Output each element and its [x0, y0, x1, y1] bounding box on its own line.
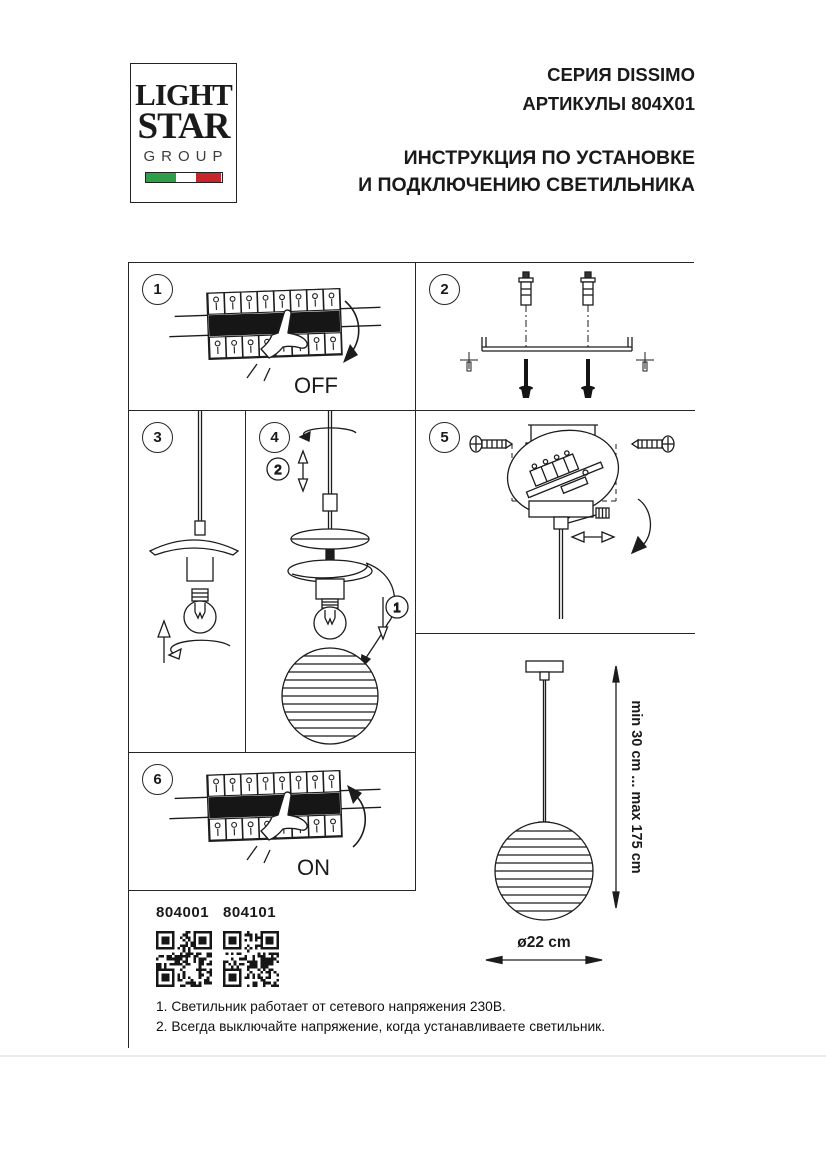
height-range-label: min 30 cm ... max 175 cm [628, 700, 644, 874]
screw-icon [470, 436, 512, 452]
step-4-badge [259, 422, 290, 453]
mounting-bracket-icon [482, 337, 632, 351]
logo-word-star: STAR [137, 106, 230, 147]
curve-arrow-icon [360, 563, 395, 669]
flag-white [176, 173, 197, 182]
page-edge-shadow [0, 1055, 826, 1057]
document-title-block [522, 60, 695, 118]
dimension-drawing-area [416, 634, 695, 1049]
articles-title: АРТИКУЛЫ 804X01 [522, 93, 695, 114]
socket-icon [316, 579, 344, 599]
step-1-number: 1 [153, 281, 162, 298]
step-5-badge [429, 422, 460, 453]
wall-anchor-icon [519, 272, 533, 305]
safety-notes [156, 997, 686, 1036]
height-dimension-line [613, 666, 619, 908]
screw-icon [632, 436, 674, 452]
step-1-badge [142, 274, 173, 305]
dimension-drawing [416, 634, 693, 1047]
off-label: OFF [294, 373, 338, 398]
arrow-down-icon [343, 344, 358, 363]
light-bulb-icon [184, 589, 216, 633]
step-3-badge [142, 422, 173, 453]
cord-grip-icon [326, 550, 334, 560]
substep-1-badge [386, 596, 408, 618]
assembly-diagram [246, 411, 414, 751]
step-6-badge [142, 764, 173, 795]
step-2-number: 2 [440, 281, 449, 298]
step-3-number: 3 [153, 429, 162, 446]
bulb-install-diagram [129, 411, 244, 751]
canopy-plate-icon [529, 501, 593, 517]
ceiling-plate-icon [526, 661, 563, 680]
lightstar-logo [130, 63, 237, 203]
lamp-shade-icon [150, 540, 238, 581]
step-6-number: 6 [153, 771, 162, 788]
flag-red [196, 173, 221, 182]
rotate-arrow-icon [169, 640, 230, 659]
instruction-line2: И ПОДКЛЮЧЕНИЮ СВЕТИЛЬНИКА [358, 174, 695, 196]
step-4-number: 4 [270, 429, 279, 446]
step-panel-4 [246, 411, 416, 753]
on-label: ON [297, 855, 330, 880]
qr-code-804001 [156, 931, 212, 987]
italian-flag-bar [145, 172, 223, 183]
step-panel-3 [129, 411, 246, 753]
substep-2-badge [267, 458, 289, 480]
diameter-dimension-line [486, 957, 602, 964]
step-panel-2 [416, 263, 695, 411]
instruction-line1: ИНСТРУКЦИЯ ПО УСТАНОВКЕ [403, 147, 695, 169]
series-title: СЕРИЯ DISSIMO [547, 64, 695, 85]
side-screw-mark-icon [636, 352, 654, 371]
note-2: 2. Всегда выключайте напряжение, когда устанавливаете светильник. [156, 1018, 606, 1034]
side-screw-mark-icon [460, 352, 478, 371]
step-panel-6 [129, 753, 416, 891]
striped-globe-icon [495, 822, 593, 920]
rotate-arrow-icon [632, 499, 650, 553]
step-panel-1 [129, 263, 416, 411]
instruction-title-block [358, 145, 695, 199]
cord-slider-icon [323, 494, 337, 511]
logo-word-group: GROUP [143, 148, 229, 165]
svg-text:2: 2 [274, 462, 282, 477]
screw-icon [519, 359, 533, 398]
article-code-804001: 804001 [156, 904, 210, 921]
screw-icon [581, 359, 595, 398]
striped-globe-icon [282, 648, 378, 744]
svg-text:1: 1 [393, 600, 401, 615]
canopy-disc-icon [291, 529, 369, 549]
step-5-number: 5 [440, 429, 449, 446]
arrow-up-down-icon [299, 451, 308, 491]
article-code-804101: 804101 [223, 904, 277, 921]
note-1: 1. Светильник работает от сетевого напряжения 230В. [156, 999, 506, 1014]
flag-green [146, 173, 176, 182]
instruction-grid [128, 262, 694, 1048]
rod-fitting-icon [554, 517, 568, 529]
qr-code-804101 [223, 931, 279, 987]
arrow-left-right-icon [572, 532, 614, 542]
logo-word-light: LIGHT [135, 77, 232, 112]
light-bulb-icon [314, 599, 346, 639]
wall-anchor-icon [581, 272, 595, 305]
diameter-label: ø22 cm [517, 934, 571, 951]
arrow-up-icon [158, 621, 170, 663]
step-panel-5 [416, 411, 695, 634]
step-2-badge [429, 274, 460, 305]
